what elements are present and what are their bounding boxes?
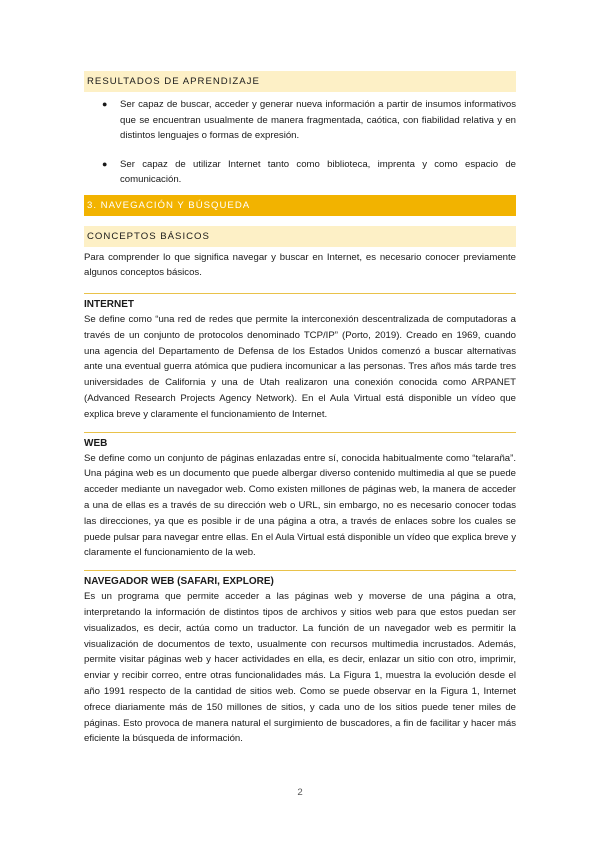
list-item (84, 97, 516, 144)
section-title: 3. NAVEGACIÓN Y BÚSQUEDA (84, 195, 516, 216)
web-text: Se define como un conjunto de páginas enlazadas entre sí, conocida habitualmente como “telaraña”. Una página web es un documento que puede albergar diverso contenido multimedia al que se puede acceder mediante un navegador web. Como existen millones de páginas web, la manera de acceder a una de ellas es a través de su dirección web o URL, sin embargo, no es necesario conocer todas las direcciones, ya que es posible ir de una página a otra, a través de enlaces sobre los cuales se puede pulsar para navegar entre ellas. En el Aula Virtual está disponible un vídeo que explica breve y claramente el funcionamiento de la web. (84, 452, 516, 559)
list-item-text: Ser capaz de utilizar Internet tanto como biblioteca, imprenta y como espacio de comunicación. (120, 158, 516, 185)
learning-outcomes-list (84, 97, 516, 188)
divider (84, 432, 516, 433)
page-number: 2 (297, 787, 303, 798)
internet-text: Se define como “una red de redes que permite la interconexión descentralizada de computadoras a través de un conjunto de protocolos denominado TCP/IP” (Porto, 2019). Creado en 1969, cuando una agencia del Departamento de Defensa de los Estados Unidos comenzó a buscar alternativas ante una eventual guerra atómica que pudiera incomunicar a las personas. Tres años más tarde tres universidades de California y una de Utah realizaron una conexión conocida como ARPANET (Advanced Research Projects Agency Network). En el Aula Virtual está disponible un vídeo que explica breve y claramente el funcionamiento de Internet. (84, 314, 516, 420)
bullet-icon: ● (102, 99, 108, 109)
list-item-text: Ser capaz de buscar, acceder y generar nueva información a partir de insumos informativos que se encuentran usualmente de manera fragmentada, caótica, con fiabilidad relativa y en distintos lenguajes o formas de expresión. (120, 99, 516, 141)
learning-outcomes-heading: RESULTADOS DE APRENDIZAJE (84, 71, 516, 92)
divider (84, 293, 516, 294)
bullet-icon: ● (102, 158, 108, 169)
internet-title: INTERNET (84, 299, 134, 311)
divider (84, 570, 516, 571)
web-title: WEB (84, 437, 108, 449)
browser-title: NAVEGADOR WEB (SAFARI, EXPLORE) (84, 576, 274, 588)
concepts-intro: Para comprender lo que significa navegar y buscar en Internet, es necesario conocer previamente algunos conceptos básicos. (84, 251, 516, 279)
browser-text: Es un programa que permite acceder a las páginas web y moverse de una página a otra, interpretando la información de distintos tipos de archivos y sitios web para que estos puedan ser visualizados, es decir, actúa como un traductor. La función de un navegador web es permitir la visualización de documentos de texto, usualmente con recursos multimedia incrustados. Además, permite visitar páginas web y hacer actividades en ella, es decir, enlazar un sitio con otro, imprimir, enviar y recibir correo, entre otras funcionalidades más. La Figura 1, muestra la evolución desde el año 1991 respecto de la cantidad de sitios web. Como se puede observar en la Figura 1, Internet ofrece diariamente más de 150 millones de sitios, y cada uno de los sitios puede tener miles de páginas. Esto provoca de manera natural el surgimiento de buscadores, a fin de facilitar y hacer más eficiente la búsqueda de información. (84, 591, 516, 745)
concepts-heading: CONCEPTOS BÁSICOS (84, 226, 516, 247)
document-page (84, 71, 516, 747)
list-item (84, 157, 516, 188)
